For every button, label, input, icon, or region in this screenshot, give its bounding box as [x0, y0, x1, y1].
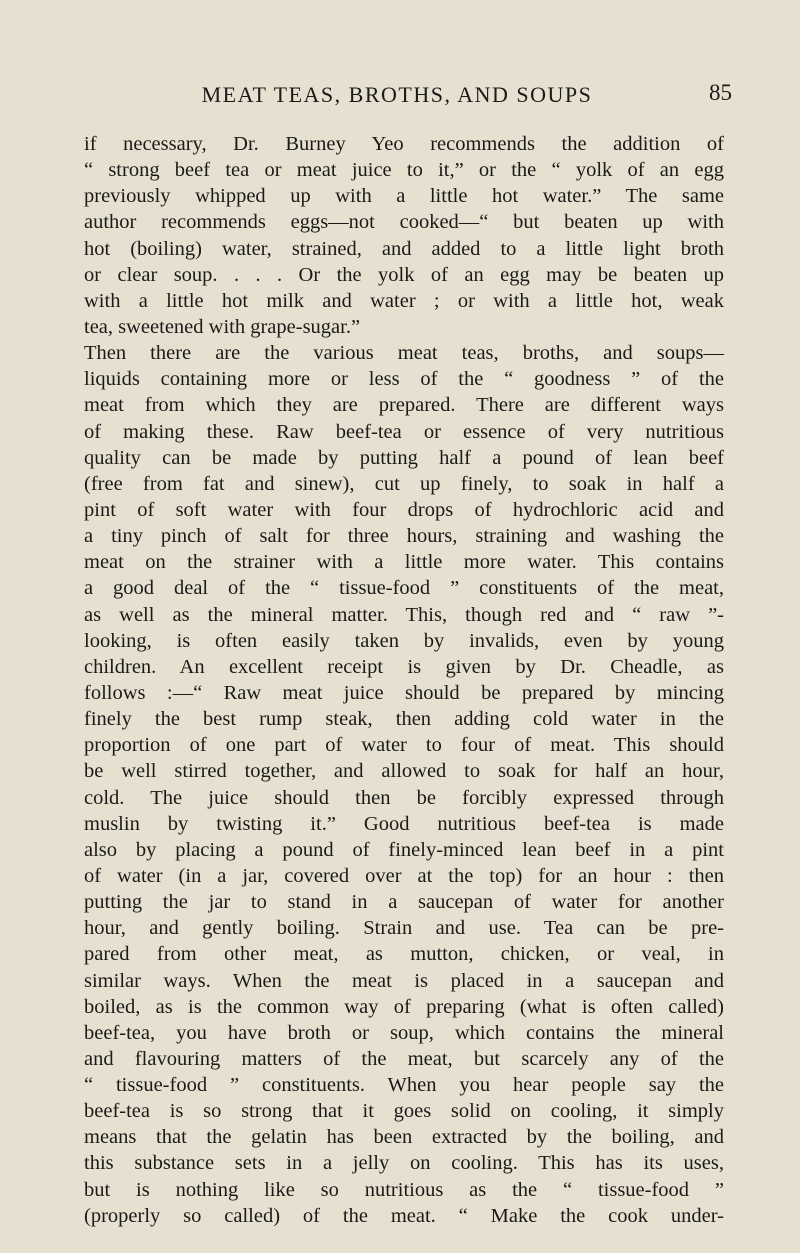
text-line: a tiny pinch of salt for three hours, straining and washing the — [84, 525, 724, 548]
text-line: finely the best rump steak, then adding cold water in the — [84, 708, 724, 731]
body-text — [84, 131, 724, 1229]
text-line: proportion of one part of water to four of meat. This should — [84, 734, 724, 757]
text-line: this substance sets in a jelly on cooling. This has its uses, — [84, 1152, 724, 1175]
text-line: author recommends eggs—not cooked—“ but beaten up with — [84, 211, 724, 234]
text-line: beef-tea, you have broth or soup, which contains the mineral — [84, 1021, 724, 1044]
text-line: and flavouring matters of the meat, but scarcely any of the — [84, 1047, 724, 1070]
text-line: meat on the strainer with a little more water. This contains — [84, 551, 724, 574]
text-line: (properly so called) of the meat. “ Make the cook under- — [84, 1204, 724, 1227]
text-line: muslin by twisting it.” Good nutritious beef-tea is made — [84, 812, 724, 835]
text-line: looking, is often easily taken by invalids, even by young — [84, 629, 724, 652]
text-line: putting the jar to stand in a saucepan of water for another — [84, 891, 724, 914]
text-line: hot (boiling) water, strained, and added to a little light broth — [84, 237, 724, 260]
text-line: quality can be made by putting half a pound of lean beef — [84, 446, 724, 469]
text-line: as well as the mineral matter. This, though red and “ raw ”- — [84, 603, 724, 626]
text-line: means that the gelatin has been extracted by the boiling, and — [84, 1126, 724, 1149]
text-line: tea, sweetened with grape-sugar.” — [84, 315, 361, 338]
page-number: 85 — [709, 80, 732, 105]
text-line: but is nothing like so nutritious as the “ tissue-food ” — [84, 1178, 724, 1201]
text-line: meat from which they are prepared. There are different ways — [84, 394, 724, 417]
text-line: hour, and gently boiling. Strain and use. Tea can be pre- — [84, 917, 724, 940]
text-line: previously whipped up with a little hot water.” The same — [84, 185, 724, 208]
text-line: follows :—“ Raw meat juice should be prepared by mincing — [84, 681, 724, 704]
text-line: children. An excellent receipt is given by Dr. Cheadle, as — [84, 655, 724, 678]
text-line: of making these. Raw beef-tea or essence of very nutritious — [84, 420, 724, 443]
text-line: of water (in a jar, covered over at the top) for an hour : then — [84, 864, 724, 887]
text-line: pared from other meat, as mutton, chicken, or veal, in — [84, 943, 724, 966]
text-line: beef-tea is so strong that it goes solid on cooling, it simply — [84, 1100, 724, 1123]
text-line: (free from fat and sinew), cut up finely, to soak in half a — [84, 472, 724, 495]
text-line: boiled, as is the common way of preparing (what is often called) — [84, 995, 724, 1018]
text-line: “ strong beef tea or meat juice to it,” or the “ yolk of an egg — [84, 159, 724, 182]
text-line: or clear soup. . . . Or the yolk of an egg may be beaten up — [84, 263, 724, 286]
text-line: cold. The juice should then be forcibly expressed through — [84, 786, 724, 809]
text-line: be well stirred together, and allowed to soak for half an hour, — [84, 760, 724, 783]
text-line: liquids containing more or less of the “ goodness ” of the — [84, 368, 724, 391]
text-line: a good deal of the “ tissue-food ” constituents of the meat, — [84, 577, 724, 600]
text-line: also by placing a pound of finely-minced lean beef in a pint — [84, 838, 724, 861]
running-head: MEAT TEAS, BROTHS, AND SOUPS — [201, 82, 593, 107]
text-line: if necessary, Dr. Burney Yeo recommends the addition of — [84, 133, 724, 155]
text-line: Then there are the various meat teas, broths, and soups— — [84, 342, 724, 365]
text-line: “ tissue-food ” constituents. When you hear people say the — [84, 1074, 724, 1097]
text-line: pint of soft water with four drops of hydrochloric acid and — [84, 498, 724, 521]
text-line: with a little hot milk and water ; or with a little hot, weak — [84, 289, 724, 312]
text-line: similar ways. When the meat is placed in a saucepan and — [84, 969, 724, 992]
